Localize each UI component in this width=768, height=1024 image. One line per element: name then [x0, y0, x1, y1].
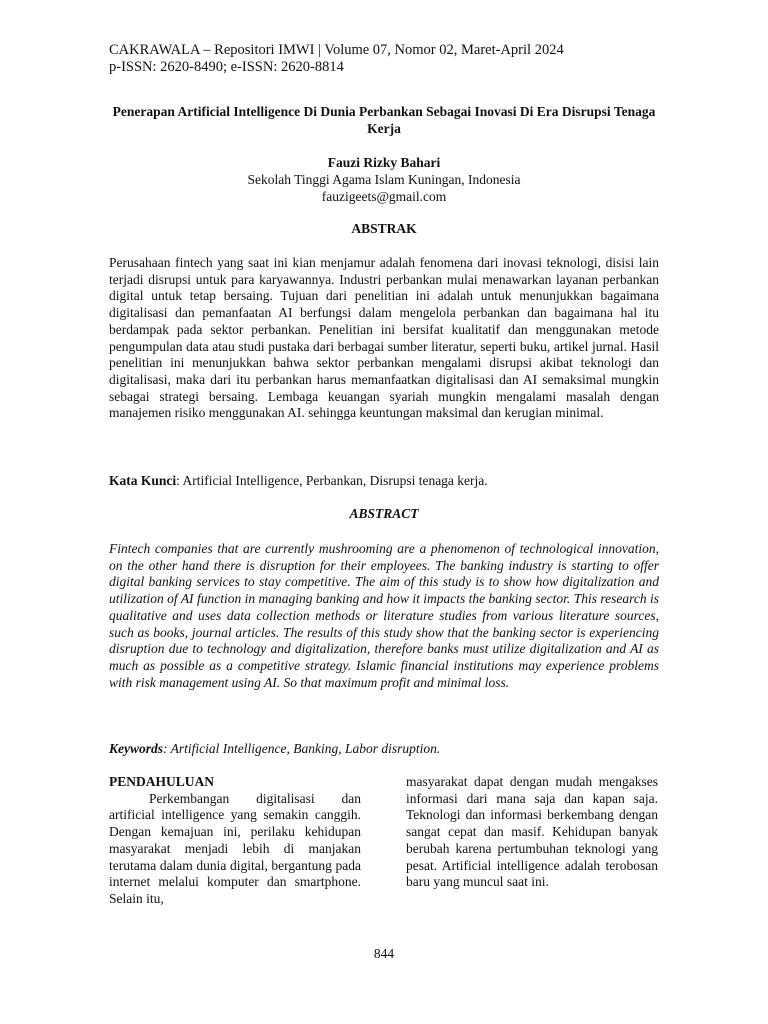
page-number: 844 — [373, 946, 395, 961]
author-affiliation: Sekolah Tinggi Agama Islam Kuningan, Indonesia — [247, 172, 521, 187]
abstract-body: Fintech companies that are currently mushrooming are a phenomenon of technological innovation, on the other hand there is disruption for their employees. The banking industry is starting to offer digital banking services to stay competitive. The aim of this study is to show how digitalization and utilization of AI function in managing banking and how it impacts the banking sector. This research is qualitative and uses data collection methods or literature studies from various literature sources, such as books, journal articles. The results of this study show that the banking sector is experiencing disruption due to technology and digitalization, therefore banks must utilize digitalization and AI as much as possible as a competitive strategy. Islamic financial institutions may experience problems with risk management using AI. So that maximum profit and minimal loss. — [109, 541, 659, 690]
kata-kunci-values: : Artificial Intelligence, Perbankan, Disrupsi tenaga kerja. — [176, 473, 488, 488]
abstrak-heading: ABSTRAK — [351, 221, 417, 236]
keywords-values: : Artificial Intelligence, Banking, Labor disruption. — [163, 741, 441, 756]
author-email: fauzigeets@gmail.com — [321, 189, 447, 204]
author-name: Fauzi Rizky Bahari — [327, 155, 441, 170]
intro-right-column — [406, 774, 658, 891]
author-block — [109, 154, 659, 205]
abstrak-body: Perusahaan fintech yang saat ini kian menjamur adalah fenomena dari inovasi teknologi, disisi lain terjadi disrupsi untuk para karyawannya. Industri perbankan mulai menawarkan layanan perbankan digital untuk tetap bersaing. Tujuan dari penelitian ini adalah untuk menunjukkan bagaimana digitalisasi dan pemanfaatan AI berfungsi dalam mengelola perbankan dan bagaimana hal itu berdampak pada sektor perbankan. Penelitian ini bersifat kualitatif dan menggunakan metode pengumpulan data atau studi pustaka dari berbagai sumber literatur, seperti buku, artikel jurnal. Hasil penelitian ini menunjukkan bahwa sektor perbankan mengalami disrupsi akibat teknologi dan digitalisasi, maka dari itu perbankan harus memanfaatkan digitalisasi dan AI semaksimal mungkin sebagai strategi bersaing. Lembaga keuangan syariah mungkin mengalami masalah dengan manajemen risiko menggunakan AI. sehingga keuntungan maksimal dan kerugian minimal. — [109, 255, 659, 421]
keywords-line — [109, 740, 659, 757]
intro-right-text: masyarakat dapat dengan mudah mengakses informasi dari mana saja dan kapan saja. Teknologi dan informasi berkembang dengan sangat cepat dan masif. Kehidupan banyak berubah karena pertumbuhan teknologi yang pesat. Artificial intelligence adalah terobosan baru yang muncul saat ini. — [406, 774, 658, 890]
journal-header-line-2: p-ISSN: 2620-8490; e-ISSN: 2620-8814 — [109, 59, 344, 75]
journal-header-line-1: CAKRAWALA – Repositori IMWI | Volume 07, Nomor 02, Maret-April 2024 — [109, 42, 564, 58]
journal-header — [109, 42, 669, 76]
abstract-heading: ABSTRACT — [349, 506, 419, 521]
intro-left-column — [109, 774, 361, 908]
paper-title: Penerapan Artificial Intelligence Di Dunia Perbankan Sebagai Inovasi Di Era Disrupsi Tenaga Kerja — [112, 104, 656, 136]
keywords-label: Keywords — [109, 741, 163, 756]
intro-heading: PENDAHULUAN — [109, 774, 215, 789]
kata-kunci-label: Kata Kunci — [109, 473, 177, 488]
kata-kunci-line — [109, 472, 659, 489]
intro-left-text: Perkembangan digitalisasi dan artificial intelligence yang semakin canggih. Dengan kemajuan ini, perilaku kehidupan masyarakat menjadi lebih di manjakan terutama dalam dunia digital, bergantung pada internet melalui komputer dan smartphone. Selain itu, — [109, 790, 361, 906]
